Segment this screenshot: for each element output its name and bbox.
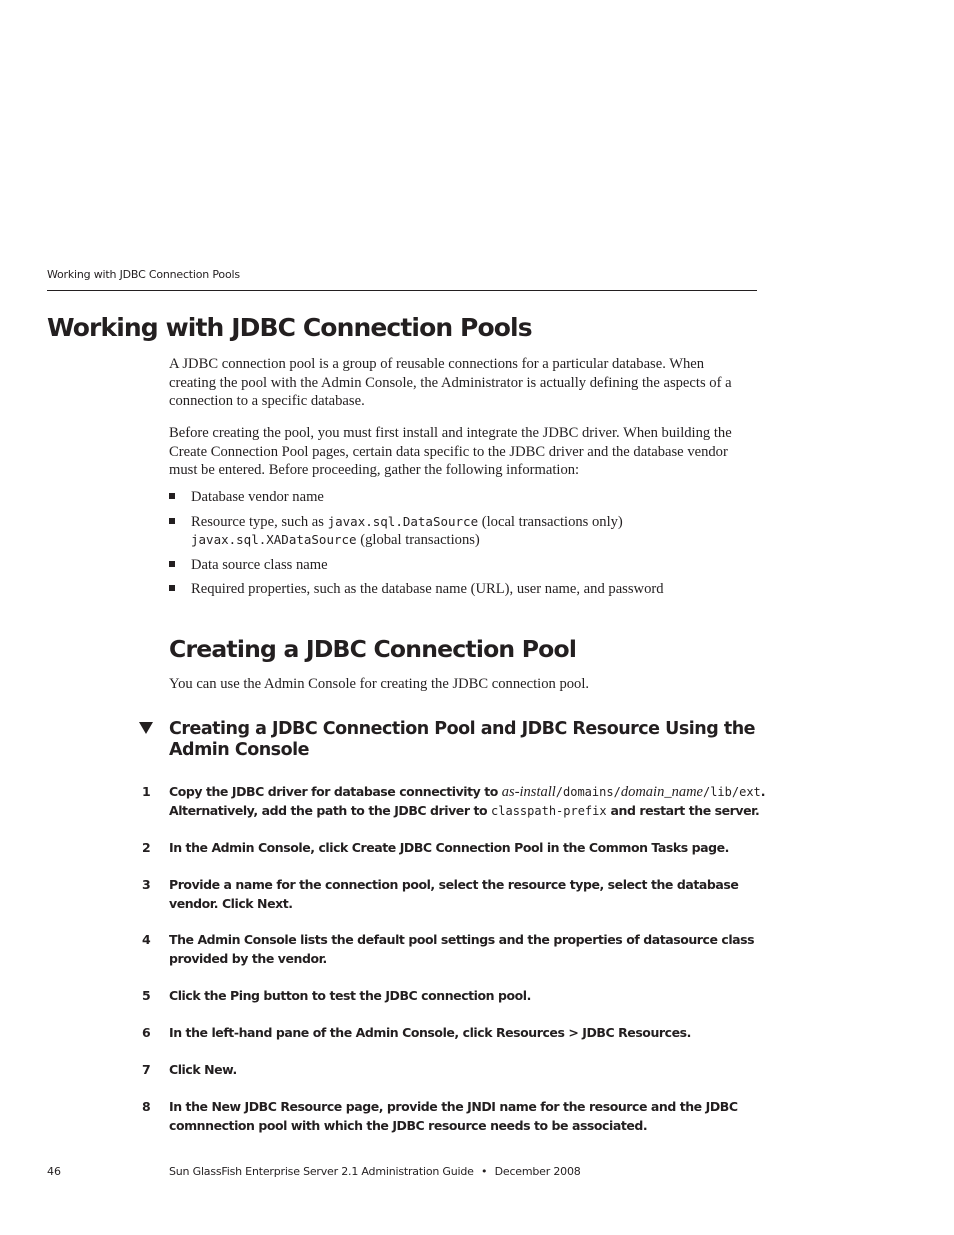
footer-separator: • — [481, 1165, 488, 1178]
step-4-text: The Admin Console lists the default pool settings and the properties of datasource class provided by the vendor. — [169, 932, 755, 966]
step-text-part: and restart the server. — [610, 802, 760, 818]
list-item — [169, 580, 754, 599]
bullet-square-icon — [169, 561, 175, 567]
step-number: 8 — [142, 1099, 151, 1114]
header-rule — [47, 290, 757, 291]
publication-date: December 2008 — [494, 1165, 581, 1178]
footer-title — [169, 1165, 581, 1178]
prereq-list — [169, 488, 754, 605]
step-number: 3 — [142, 877, 151, 892]
step-number: 7 — [142, 1062, 151, 1077]
step-number: 6 — [142, 1025, 151, 1040]
section-title: Working with JDBC Connection Pools — [47, 313, 532, 342]
bullet-text: (global transactions) — [360, 532, 480, 549]
bullet-square-icon — [169, 518, 175, 524]
step-number: 2 — [142, 840, 151, 855]
bullet-square-icon — [169, 493, 175, 499]
path-lib-ext: /lib/ext — [702, 785, 761, 799]
step-8-text: In the New JDBC Resource page, provide the JNDI name for the resource and the JDBC comnnection pool with which the JDBC resource needs to be associated. — [169, 1099, 738, 1133]
step-text-part: . Alternatively, add the path to the JDBC driver to — [169, 784, 766, 818]
procedure-triangle-icon — [139, 722, 153, 734]
bullet-text: Data source class name — [191, 556, 328, 573]
bullet-square-icon — [169, 585, 175, 591]
running-header: Working with JDBC Connection Pools — [47, 268, 240, 281]
page-number: 46 — [47, 1165, 61, 1178]
subsection-title: Creating a JDBC Connection Pool — [169, 635, 577, 663]
step-number: 4 — [142, 932, 151, 947]
prereq-paragraph: Before creating the pool, you must first install and integrate the JDBC driver. When building the Create Connection Pool pages, certain data specific to the JDBC driver and the database vendor must be entered. Before proceeding, gather the following information: — [169, 425, 732, 479]
code-classpath-prefix: classpath-prefix — [491, 803, 607, 818]
list-item — [169, 488, 754, 507]
bullet-text: Required properties, such as the database name (URL), user name, and password — [191, 581, 664, 598]
intro-paragraph: A JDBC connection pool is a group of reusable connections for a particular database. When creating the pool with the Admin Console, the Administrator is actually defining the aspects of a connection to a specific database. — [169, 356, 732, 410]
step-2-text: In the Admin Console, click Create JDBC Connection Pool in the Common Tasks page. — [169, 840, 729, 855]
code-datasource: javax.sql.DataSource — [327, 513, 479, 529]
book-title: Sun GlassFish Enterprise Server 2.1 Administration Guide — [169, 1165, 474, 1178]
subsection-paragraph: You can use the Admin Console for creating the JDBC connection pool. — [169, 676, 590, 692]
step-1-text — [169, 783, 769, 820]
step-7-text: Click New. — [169, 1062, 237, 1077]
step-number: 1 — [142, 784, 151, 799]
step-3-text: Provide a name for the connection pool, select the resource type, select the database vendor. Click Next. — [169, 877, 739, 911]
step-5-text: Click the Ping button to test the JDBC connection pool. — [169, 988, 531, 1003]
path-as-install: as-install — [501, 784, 556, 800]
list-item — [169, 513, 754, 550]
bullet-text: (local transactions only) — [481, 513, 623, 530]
step-text-part: Copy the JDBC driver for database connectivity to — [169, 784, 498, 799]
list-item — [169, 556, 754, 575]
bullet-text: Database vendor name — [191, 489, 324, 505]
procedure-title: Creating a JDBC Connection Pool and JDBC Resource Using the Admin Console — [169, 719, 756, 760]
path-domain-name: domain_name — [620, 784, 703, 800]
bullet-text: Resource type, such as — [191, 513, 324, 530]
path-domains: /domains/ — [555, 785, 621, 799]
code-xadatasource: javax.sql.XADataSource — [191, 532, 357, 548]
step-number: 5 — [142, 988, 151, 1003]
step-6-text: In the left-hand pane of the Admin Console, click Resources > JDBC Resources. — [169, 1025, 691, 1040]
